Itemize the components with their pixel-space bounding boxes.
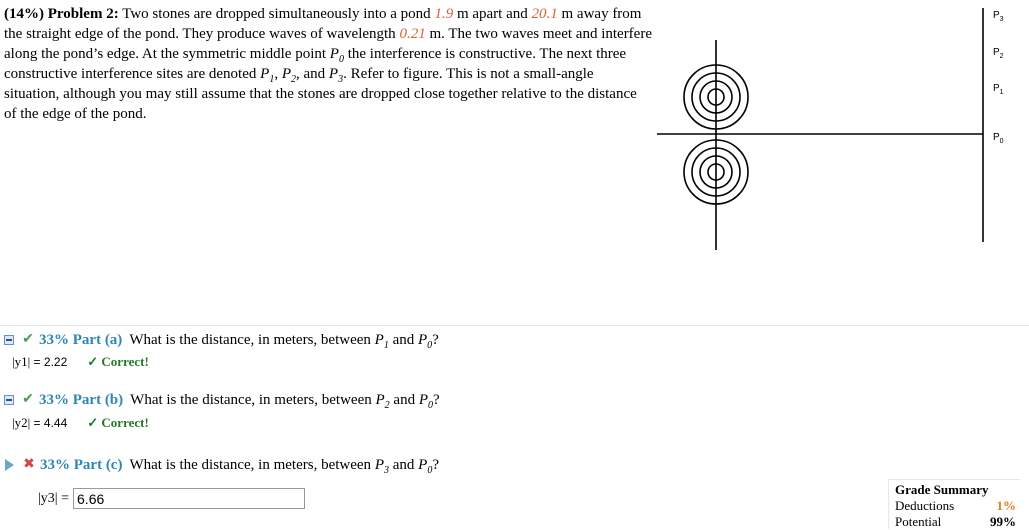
math-p0: $P_0$: [329, 46, 344, 65]
math-p3: $P_3$: [328, 66, 344, 85]
divider: [0, 325, 1029, 326]
part-a-percent: 33%: [39, 332, 69, 348]
math-p3: $P_3$: [374, 457, 389, 476]
label-p1: $P_1$: [993, 83, 1004, 96]
part-c-label: Part (c): [73, 457, 123, 473]
problem-text: . Refer to figure. This is not a small-angle situation, although you may still assume that the stones are dropped close together relative to the distance of the edge of the pond.: [4, 66, 637, 122]
part-b-answer: |y2| = 4.44 ✓ Correct!: [12, 415, 149, 430]
deductions-label: Deductions: [895, 498, 955, 513]
problem-weight: (14%): [4, 6, 44, 22]
separation-value: 1.9: [434, 6, 454, 22]
part-a-label: Part (a): [72, 332, 123, 348]
expand-icon[interactable]: [5, 459, 14, 471]
problem-text: m apart and: [456, 6, 528, 22]
problem-title: Problem 2:: [47, 6, 119, 22]
math-p1: $P_1$: [260, 66, 275, 85]
part-b-value: 4.44: [43, 416, 68, 430]
problem-text: m away from the straight edge of the pond. They produce waves of wavelength: [4, 6, 642, 42]
part-a-var: |y1|: [12, 354, 31, 369]
part-b-percent: 33%: [39, 392, 69, 408]
part-c-percent: 33%: [40, 457, 70, 473]
math-p2: $P_2$: [375, 392, 390, 411]
part-c-var: |y3|: [38, 490, 58, 506]
part-a-question: What is the distance, in meters, between: [129, 332, 371, 348]
checkmark-icon: ✔: [22, 392, 34, 407]
math-p0: $P_0$: [418, 332, 433, 351]
collapse-icon[interactable]: [4, 335, 14, 345]
problem-text: m. The two waves meet and interfere along the pond’s edge. At the symmetric middle point: [4, 26, 652, 62]
checkmark-icon: ✔: [22, 332, 34, 347]
part-a-feedback: ✓ Correct!: [87, 354, 149, 369]
deductions-value: 1%: [996, 498, 1016, 513]
part-a-answer: |y1| = 2.22 ✓ Correct!: [12, 354, 149, 369]
part-c-header: ✖ 33% Part (c) What is the distance, in meters, between $P_3$ and $P_0$ ?: [4, 456, 439, 474]
part-b-label: Part (b): [72, 392, 124, 408]
part-c-answer-input[interactable]: [73, 488, 305, 509]
part-a-header: ✔ 33% Part (a) What is the distance, in meters, between $P_1$ and $P_0$ ?: [4, 331, 439, 349]
problem-text: the interference is constructive. The next three constructive interference sites are denoted: [4, 46, 627, 82]
wavelength-value: 0.21: [399, 26, 426, 42]
part-a-value: 2.22: [43, 355, 68, 369]
math-p0: $P_0$: [418, 457, 433, 476]
math-p0: $P_0$: [418, 392, 434, 411]
problem-statement: (14%) Problem 2: Two stones are dropped simultaneously into a pond 1.9 m apart and 20.1 m away from the straight edge of the pond. They produce waves of wavelength 0.21 m. The two waves meet and interfere along the pond’s edge. At the symmetric middle point $P_0$ the interference is constructive. The next three constructive interference sites are denoted $P_1$, $P_2$, and $P_3$. Refer to figure. This is not a small-angle situation, although you may still assume that the stones are dropped close together relative to the distance of the edge of the pond.: [4, 6, 652, 122]
part-b-header: ✔ 33% Part (b) What is the distance, in meters, between $P_2$ and $P_0$ ?: [4, 391, 440, 409]
collapse-icon[interactable]: [4, 395, 14, 405]
cross-icon: ✖: [23, 457, 35, 472]
grade-summary: [888, 479, 1020, 529]
label-p2: $P_2$: [993, 47, 1004, 60]
potential-value: 99%: [990, 514, 1016, 529]
problem-text: Two stones are dropped simultaneously into a pond: [122, 6, 431, 22]
distance-value: 20.1: [531, 6, 558, 22]
label-p3: $P_3$: [993, 10, 1004, 23]
grade-summary-title: Grade Summary: [895, 482, 989, 497]
label-p0: $P_0$: [993, 132, 1004, 145]
part-b-feedback: ✓ Correct!: [87, 415, 149, 430]
math-p1: $P_1$: [374, 332, 389, 351]
problem-text: and: [303, 66, 326, 82]
part-c-question: What is the distance, in meters, between: [129, 457, 372, 473]
potential-label: Potential: [895, 514, 942, 529]
part-c-input-row: |y3| = 6.66: [38, 488, 305, 509]
part-b-var: |y2|: [12, 415, 31, 430]
math-p2: $P_2$: [281, 66, 296, 85]
part-b-question: What is the distance, in meters, between: [130, 392, 372, 408]
